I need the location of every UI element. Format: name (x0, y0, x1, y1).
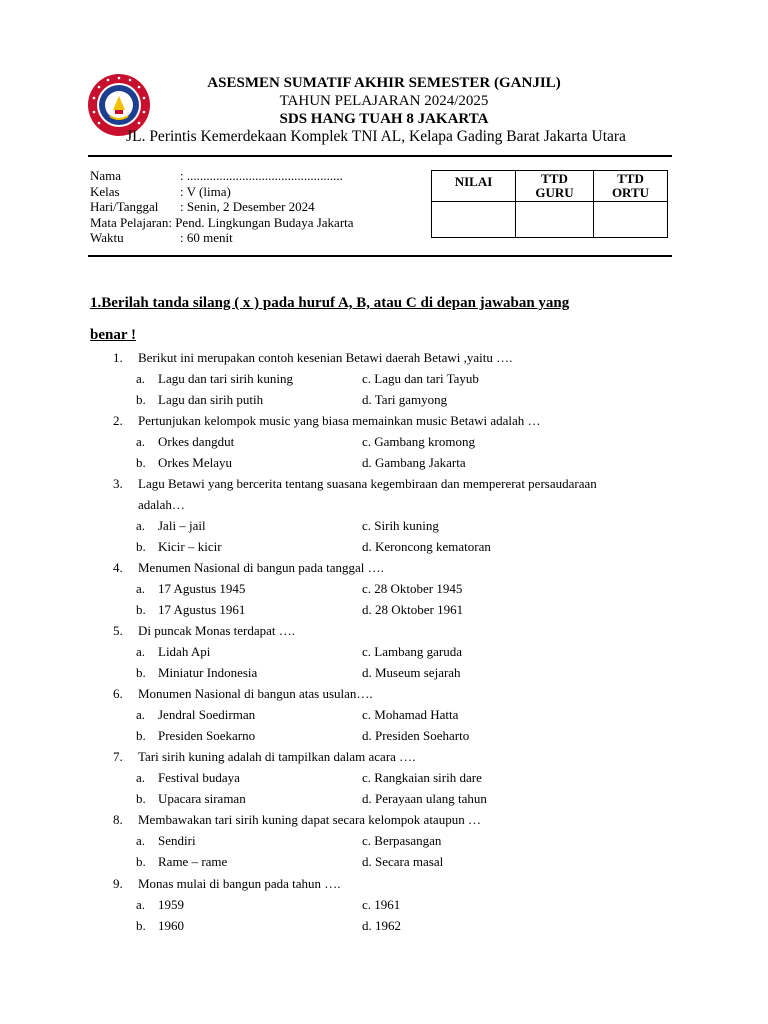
option-a[interactable] (136, 581, 245, 597)
question-text: Tari sirih kuning adalah di tampilkan dalam acara …. (138, 749, 416, 764)
info-value: : Senin, 2 Desember 2024 (180, 199, 315, 214)
option-text: Rame – rame (158, 854, 228, 869)
question-8 (113, 812, 481, 828)
option-letter: a. (136, 707, 146, 722)
option-text: d. Museum sejarah (362, 665, 461, 680)
question-text: Monas mulai di bangun pada tahun …. (138, 876, 341, 891)
question-number: 3. (113, 476, 123, 491)
option-text: 1960 (158, 918, 184, 933)
option-text: Jali – jail (158, 518, 206, 533)
option-c[interactable] (362, 371, 479, 387)
option-a[interactable] (136, 897, 184, 913)
option-text: d. 1962 (362, 918, 401, 933)
info-row-waktu (90, 230, 354, 246)
option-letter: a. (136, 770, 146, 785)
option-text: d. 28 Oktober 1961 (362, 602, 464, 617)
option-letter: b. (136, 665, 146, 680)
info-row-kelas (90, 184, 354, 200)
nilai-header: NILAI (432, 171, 516, 202)
option-text: c. Lambang garuda (362, 644, 462, 659)
option-text: 17 Agustus 1961 (158, 602, 246, 617)
school-name: SDS HANG TUAH 8 JAKARTA (279, 111, 489, 127)
option-text: Sendiri (158, 833, 196, 848)
option-letter: a. (136, 833, 146, 848)
instruction (90, 287, 690, 351)
option-b[interactable] (136, 918, 184, 934)
option-letter: a. (136, 518, 146, 533)
option-c[interactable] (362, 833, 441, 849)
option-letter: b. (136, 791, 146, 806)
option-letter: b. (136, 602, 146, 617)
question-number: 6. (113, 686, 123, 701)
option-text: Orkes Melayu (158, 455, 233, 470)
option-letter: a. (136, 644, 146, 659)
info-label: Waktu (90, 230, 124, 245)
option-text: d. Secara masal (362, 854, 444, 869)
exam-title: ASESMEN SUMATIF AKHIR SEMESTER (GANJIL) (207, 75, 561, 91)
instruction-line2: benar ! (90, 327, 136, 343)
question-number: 2. (113, 413, 123, 428)
info-label: Kelas (90, 183, 120, 199)
ttd-ortu-header (594, 171, 668, 202)
option-a[interactable] (136, 770, 240, 786)
option-letter: a. (136, 434, 146, 449)
option-d[interactable] (362, 455, 466, 471)
question-9 (113, 876, 341, 892)
option-text: c. Rangkaian sirih dare (362, 770, 482, 785)
info-label: Mata Pelajaran (90, 214, 169, 230)
info-value: : V (lima) (180, 183, 231, 199)
option-text: c. Berpasangan (362, 833, 442, 848)
question-text: Membawakan tari sirih kuning dapat secara kelompok ataupun … (138, 812, 481, 827)
ttd-ortu-line1: TTD (617, 171, 644, 186)
option-text: d. Keroncong kematoran (362, 539, 491, 554)
academic-year: TAHUN PELAJARAN 2024/2025 (279, 93, 489, 109)
option-text: Upacara siraman (158, 791, 246, 806)
document-header (100, 74, 668, 146)
ttd-guru-line2: GURU (535, 185, 574, 200)
ttd-ortu-line2: ORTU (611, 185, 650, 200)
option-c[interactable] (362, 707, 458, 723)
info-row-mata-pelajaran (90, 215, 354, 231)
option-text: Jendral Soedirman (158, 707, 256, 722)
option-b[interactable] (136, 728, 255, 744)
option-text: 1959 (158, 897, 184, 912)
option-text: Presiden Soekarno (158, 728, 256, 743)
question-text: Lagu Betawi yang bercerita tentang suasana kegembiraan dan mempererat persaudaraan (138, 476, 597, 491)
question-number: 5. (113, 623, 123, 638)
option-text: c. Lagu dan tari Tayub (362, 371, 479, 386)
question-text: Di puncak Monas terdapat …. (138, 623, 296, 638)
question-number: 7. (113, 749, 123, 764)
ttd-ortu-cell[interactable] (594, 202, 668, 238)
question-7 (113, 749, 415, 765)
info-divider (88, 255, 672, 257)
question-text: Berikut ini merupakan contoh kesenian Betawi daerah Betawi ,yaitu …. (138, 350, 513, 365)
ttd-guru-line1: TTD (541, 171, 568, 186)
option-a[interactable] (136, 518, 206, 534)
option-d[interactable] (362, 392, 447, 408)
option-text: Lagu dan sirih putih (158, 392, 264, 407)
info-row-hari-tanggal (90, 199, 354, 215)
option-d[interactable] (362, 854, 443, 870)
question-2 (113, 413, 541, 429)
option-text: d. Gambang Jakarta (362, 455, 466, 470)
option-text: Festival budaya (158, 770, 240, 785)
question-6 (113, 686, 373, 702)
question-3-continuation: adalah… (138, 497, 185, 512)
option-d[interactable] (362, 602, 463, 618)
option-text: Orkes dangdut (158, 434, 235, 449)
question-text: Pertunjukan kelompok music yang biasa memainkan music Betawi adalah … (138, 413, 541, 428)
option-c[interactable] (362, 581, 462, 597)
question-number: 9. (113, 876, 123, 891)
ttd-guru-cell[interactable] (516, 202, 594, 238)
instruction-line1: 1.Berilah tanda silang ( x ) pada huruf A, B, atau C di depan jawaban yang (90, 295, 570, 311)
question-number: 1. (113, 350, 123, 365)
option-d[interactable] (362, 539, 491, 555)
question-1 (113, 350, 512, 366)
option-letter: a. (136, 371, 146, 386)
info-row-nama (90, 168, 354, 184)
option-d[interactable] (362, 918, 401, 934)
option-a[interactable] (136, 707, 255, 723)
option-c[interactable] (362, 434, 475, 450)
option-letter: b. (136, 854, 146, 869)
info-value: : ................................................ (180, 168, 343, 183)
info-value: : 60 menit (180, 230, 233, 245)
option-text: c. 28 Oktober 1945 (362, 581, 463, 596)
ttd-guru-header (516, 171, 594, 202)
option-c[interactable] (362, 644, 462, 660)
option-text: Lagu dan tari sirih kuning (158, 371, 294, 386)
info-value: : Pend. Lingkungan Budaya Jakarta (168, 214, 354, 230)
option-d[interactable] (362, 728, 469, 744)
header-divider (88, 155, 672, 157)
option-text: d. Presiden Soeharto (362, 728, 470, 743)
question-4 (113, 560, 384, 576)
option-letter: b. (136, 455, 146, 470)
option-text: Lidah Api (158, 644, 211, 659)
option-a[interactable] (136, 434, 234, 450)
question-number: 4. (113, 560, 123, 575)
option-letter: a. (136, 897, 146, 912)
option-text: c. 1961 (362, 897, 401, 912)
option-a[interactable] (136, 371, 293, 387)
option-b[interactable] (136, 602, 245, 618)
nilai-cell[interactable] (432, 202, 516, 238)
option-text: d. Tari gamyong (362, 392, 448, 407)
option-c[interactable] (362, 897, 400, 913)
option-letter: b. (136, 918, 146, 933)
option-a[interactable] (136, 644, 210, 660)
info-label: Nama (90, 168, 122, 183)
school-address: JL. Perintis Kemerdekaan Komplek TNI AL, Kelapa Gading Barat Jakarta Utara (126, 128, 626, 145)
option-text: Kicir – kicir (158, 539, 222, 554)
option-text: Miniatur Indonesia (158, 665, 258, 680)
option-d[interactable] (362, 665, 461, 681)
option-b[interactable] (136, 665, 257, 681)
option-c[interactable] (362, 770, 482, 786)
question-5 (113, 623, 295, 639)
question-text: Menumen Nasional di bangun pada tanggal …. (138, 560, 384, 575)
option-b[interactable] (136, 854, 227, 870)
option-letter: a. (136, 581, 146, 596)
option-text: c. Sirih kuning (362, 518, 439, 533)
question-text: Monumen Nasional di bangun atas usulan…. (138, 686, 373, 701)
student-info (90, 168, 354, 246)
info-label: Hari/Tanggal (90, 199, 159, 214)
option-b[interactable] (136, 791, 246, 807)
option-text: c. Gambang kromong (362, 434, 476, 449)
option-text: 17 Agustus 1945 (158, 581, 246, 596)
option-d[interactable] (362, 791, 487, 807)
option-text: c. Mohamad Hatta (362, 707, 459, 722)
option-c[interactable] (362, 518, 439, 534)
option-text: d. Perayaan ulang tahun (362, 791, 487, 806)
option-b[interactable] (136, 392, 263, 408)
option-letter: b. (136, 728, 146, 743)
question-number: 8. (113, 812, 123, 827)
option-letter: b. (136, 392, 146, 407)
option-b[interactable] (136, 455, 232, 471)
option-b[interactable] (136, 539, 222, 555)
score-table (431, 170, 668, 238)
option-letter: b. (136, 539, 146, 554)
question-3 (113, 476, 597, 492)
option-a[interactable] (136, 833, 196, 849)
